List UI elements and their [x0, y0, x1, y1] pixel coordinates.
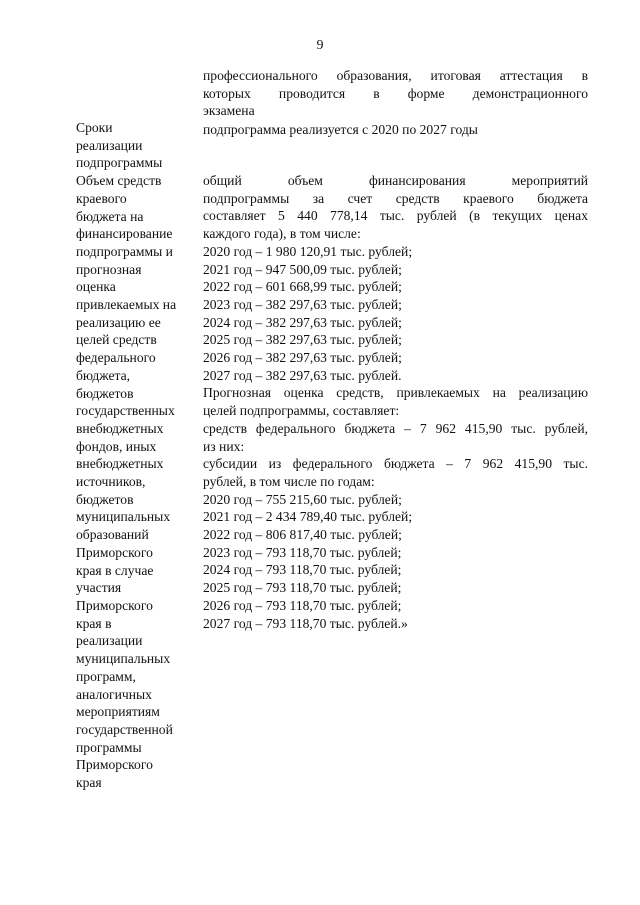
row3-left-line: привлекаемых на — [76, 297, 177, 313]
row2-right-cell — [203, 121, 588, 139]
row3-right-line: 2021 год – 947 500,09 тыс. рублей; — [203, 261, 402, 277]
row3-right-line: общий объем финансирования мероприятий — [203, 173, 588, 188]
row3-right-line: целей подпрограммы, составляет: — [203, 403, 400, 419]
row1-right-line: которых проводится в форме демонстрационного — [203, 85, 588, 101]
row2-left-cell — [76, 119, 194, 172]
row3-left-line: целей средств — [76, 332, 157, 348]
row3-right-line: 2026 год – 382 297,63 тыс. рублей; — [203, 350, 402, 366]
row1-right-line: экзамена — [203, 103, 255, 119]
row3-right-line: 2023 год – 382 297,63 тыс. рублей; — [203, 296, 402, 312]
row1-right-line: профессионального образования, итоговая аттестация в — [203, 68, 588, 83]
page-number: 9 — [316, 38, 324, 53]
row3-left-line: участия — [76, 580, 122, 596]
row3-right-line: 2027 год – 382 297,63 тыс. рублей. — [203, 367, 402, 383]
row3-left-line: края — [76, 775, 102, 791]
row3-left-cell — [76, 172, 194, 792]
row3-right-line: рублей, в том числе по годам: — [203, 473, 375, 489]
row3-left-line: программ, — [76, 668, 136, 684]
row3-right-line: из них: — [203, 438, 245, 454]
row3-left-line: края в случае — [76, 562, 154, 578]
row3-left-line: края в — [76, 615, 112, 631]
row3-right-line: составляет 5 440 778,14 тыс. рублей (в текущих ценах — [203, 208, 588, 224]
row3-left-line: внебюджетных — [76, 456, 164, 472]
row3-left-line: федерального — [76, 350, 156, 366]
row3-left-line: государственных — [76, 403, 175, 419]
row3-left-line: реализацию ее — [76, 314, 161, 330]
row3-left-line: прогнозная — [76, 261, 142, 277]
row3-left-line: бюджета на — [76, 208, 144, 224]
row3-right-line: 2021 год – 2 434 789,40 тыс. рублей; — [203, 509, 413, 525]
row3-left-line: программы — [76, 739, 142, 755]
row3-right-line: 2025 год – 382 297,63 тыс. рублей; — [203, 332, 402, 348]
row3-left-line: аналогичных — [76, 686, 152, 702]
row3-right-line: 2025 год – 793 118,70 тыс. рублей; — [203, 580, 402, 596]
row3-left-line: Объем средств — [76, 173, 162, 189]
row3-left-line: Приморского — [76, 757, 153, 773]
row3-left-line: реализации — [76, 633, 143, 649]
row3-right-line: средств федерального бюджета – 7 962 415,90 тыс. рублей, — [203, 420, 588, 436]
row3-left-line: бюджетов — [76, 385, 134, 401]
row3-right-line: 2020 год – 1 980 120,91 тыс. рублей; — [203, 243, 413, 259]
row3-left-line: Приморского — [76, 544, 153, 560]
row3-left-line: оценка — [76, 279, 116, 295]
row3-left-line: муниципальных — [76, 651, 171, 667]
row3-right-line: 2022 год – 806 817,40 тыс. рублей; — [203, 527, 402, 543]
row3-left-line: Приморского — [76, 597, 153, 613]
row3-left-line: бюджетов — [76, 491, 134, 507]
row3-right-line: Прогнозная оценка средств, привлекаемых на реализацию — [203, 385, 588, 401]
row3-right-line: 2026 год – 793 118,70 тыс. рублей; — [203, 597, 402, 613]
row3-right-line: каждого года), в том числе: — [203, 226, 361, 242]
row3-left-line: образований — [76, 527, 149, 543]
row3-left-line: муниципальных — [76, 509, 171, 525]
row2-left-line: Сроки — [76, 120, 113, 135]
left-column — [76, 119, 194, 792]
row1-right-cell — [203, 67, 588, 120]
row3-right-line: 2027 год – 793 118,70 тыс. рублей.» — [203, 615, 408, 631]
row2-left-line: реализации — [76, 137, 143, 153]
row3-right-line: 2024 год – 382 297,63 тыс. рублей; — [203, 314, 402, 330]
row3-right-cell — [203, 172, 588, 632]
row3-left-line: внебюджетных — [76, 420, 164, 436]
row3-left-line: мероприятиям — [76, 704, 160, 720]
row3-right-line: 2024 год – 793 118,70 тыс. рублей; — [203, 562, 402, 578]
row3-right-line: 2023 год – 793 118,70 тыс. рублей; — [203, 544, 402, 560]
row3-left-line: финансирование — [76, 226, 173, 242]
row3-left-line: фондов, иных — [76, 438, 157, 454]
row3-left-line: государственной — [76, 721, 173, 737]
row3-left-line: источников, — [76, 474, 146, 490]
row3-right-line: субсидии из федерального бюджета – 7 962 415,90 тыс. — [203, 456, 588, 472]
row3-left-line: краевого — [76, 190, 127, 206]
row3-right-line: подпрограммы за счет средств краевого бюджета — [203, 190, 588, 206]
row2-right-line: подпрограмма реализуется с 2020 по 2027 годы — [203, 122, 478, 137]
row3-left-line: бюджета, — [76, 367, 131, 383]
row2-left-line: подпрограммы — [76, 155, 163, 171]
row3-right-line: 2022 год – 601 668,99 тыс. рублей; — [203, 279, 402, 295]
row3-left-line: подпрограммы и — [76, 243, 173, 259]
row3-right-line: 2020 год – 755 215,60 тыс. рублей; — [203, 491, 402, 507]
